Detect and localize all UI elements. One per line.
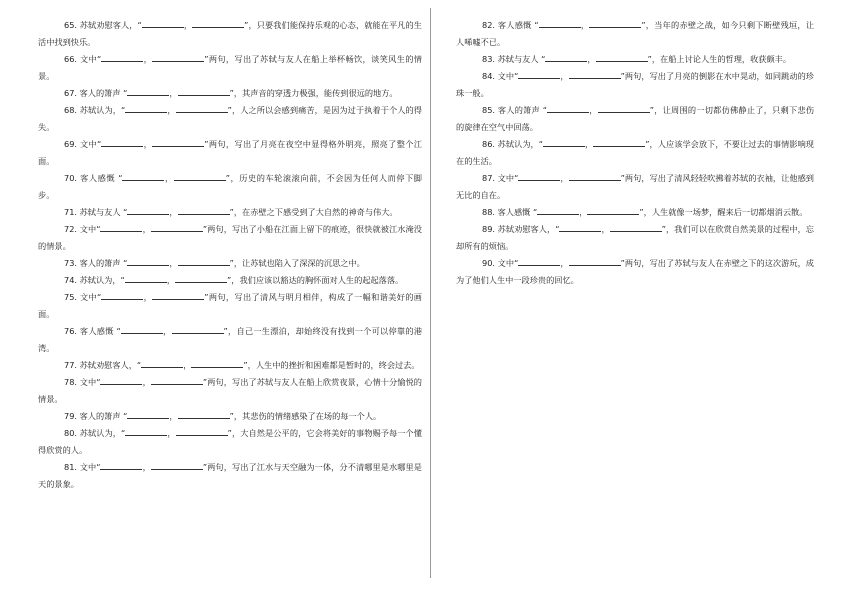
answer-blank[interactable] — [539, 19, 581, 28]
right-column — [456, 17, 814, 289]
question-77: 77. 苏轼劝慰客人，“ ， ”，人生中的挫折和困难都是暂时的，终会过去。 — [64, 360, 420, 370]
question-88: 88. 客人感慨 “ ， ”，人生就像一场梦，醒来后一切都烟消云散。 — [482, 207, 808, 217]
answer-blank[interactable] — [100, 376, 142, 385]
answer-blank[interactable] — [152, 291, 204, 300]
answer-blank[interactable] — [175, 274, 227, 283]
answer-blank[interactable] — [121, 325, 163, 334]
answer-blank[interactable] — [100, 461, 142, 470]
answer-blank[interactable] — [518, 172, 560, 181]
question-74: 74. 苏轼认为，“ ， ”，我们应该以豁达的胸怀面对人生的起起落落。 — [64, 275, 404, 285]
answer-blank[interactable] — [518, 257, 560, 266]
answer-blank[interactable] — [543, 138, 585, 147]
answer-blank[interactable] — [174, 172, 226, 181]
answer-blank[interactable] — [598, 104, 650, 113]
question-89: 89. 苏轼劝慰客人，“ ， ”，我们可以在欣赏自然美景的过程中，忘却所有的烦恼。 — [456, 224, 814, 251]
answer-blank[interactable] — [587, 206, 639, 215]
answer-blank[interactable] — [152, 138, 204, 147]
answer-blank[interactable] — [191, 359, 243, 368]
answer-blank[interactable] — [178, 87, 230, 96]
question-69: 69. 文中“ ， ”两句，写出了月亮在夜空中显得格外明亮，照亮了整个江面。 — [38, 139, 422, 166]
question-85: 85. 客人的箫声 “ ， ”，让周围的一切都仿佛静止了，只剩下悲伤的旋律在空气中回荡。 — [456, 105, 815, 132]
left-column — [38, 17, 422, 493]
answer-blank[interactable] — [559, 223, 601, 232]
answer-blank[interactable] — [172, 325, 224, 334]
answer-blank[interactable] — [192, 19, 244, 28]
question-72: 72. 文中“ ， ”两句，写出了小船在江面上留下的痕迹，很快就被江水淹没的情景。 — [38, 224, 422, 251]
answer-blank[interactable] — [176, 104, 228, 113]
question-87: 87. 文中“ ， ”两句，写出了清风轻轻吹拂着苏轼的衣袖，让他感到无比的自在。 — [456, 173, 814, 200]
answer-blank[interactable] — [125, 427, 167, 436]
answer-blank[interactable] — [537, 206, 579, 215]
question-67: 67. 客人的箫声 “ ， ”，其声音的穿透力极强，能传到很远的地方。 — [64, 88, 398, 98]
answer-blank[interactable] — [569, 172, 621, 181]
answer-blank[interactable] — [176, 427, 228, 436]
answer-blank[interactable] — [589, 19, 641, 28]
answer-blank[interactable] — [593, 138, 645, 147]
answer-blank[interactable] — [127, 87, 169, 96]
column-divider — [430, 8, 431, 578]
answer-blank[interactable] — [125, 104, 167, 113]
answer-blank[interactable] — [101, 291, 143, 300]
answer-blank[interactable] — [100, 223, 142, 232]
question-65: 65. 苏轼劝慰客人，“ ， ”，只要我们能保持乐观的心态，就能在平凡的生活中找到快乐。 — [38, 20, 422, 47]
answer-blank[interactable] — [101, 53, 143, 62]
answer-blank[interactable] — [141, 359, 183, 368]
question-70: 70. 客人感慨 “ ， ”，历史的车轮滚滚向前，不会因为任何人而停下脚步。 — [38, 173, 422, 200]
question-71: 71. 苏轼与友人 “ ， ”，在赤壁之下感受到了大自然的神奇与伟大。 — [64, 207, 398, 217]
question-78: 78. 文中“ ， ”两句，写出了苏轼与友人在船上欣赏夜景，心情十分愉悦的情景。 — [38, 377, 422, 404]
question-86: 86. 苏轼认为，“ ， ”，人应该学会放下，不要让过去的事情影响现在的生活。 — [456, 139, 814, 166]
question-82: 82. 客人感慨 “ ， ”，当年的赤壁之战，如今只剩下断壁残垣，让人唏嘘不已。 — [456, 20, 815, 47]
question-83: 83. 苏轼与友人 “ ， ”，在船上讨论人生的哲理，收获颇丰。 — [482, 54, 792, 64]
answer-blank[interactable] — [151, 461, 203, 470]
answer-blank[interactable] — [142, 19, 184, 28]
question-76: 76. 客人感慨 “ ， ”，自己一生漂泊，却始终没有找到一个可以停靠的港湾。 — [38, 326, 423, 353]
question-75: 75. 文中“ ， ”两句，写出了清风与明月相伴，构成了一幅和谐美好的画面。 — [38, 292, 422, 319]
answer-blank[interactable] — [569, 70, 621, 79]
answer-blank[interactable] — [125, 274, 167, 283]
answer-blank[interactable] — [127, 410, 169, 419]
answer-blank[interactable] — [596, 53, 648, 62]
answer-blank[interactable] — [178, 206, 230, 215]
question-81: 81. 文中“ ， ”两句，写出了江水与天空融为一体，分不清哪里是水哪里是天的景象。 — [38, 462, 422, 489]
question-84: 84. 文中“ ， ”两句，写出了月亮的倒影在水中晃动，如同跳动的珍珠一般。 — [456, 71, 814, 98]
question-90: 90. 文中“ ， ”两句，写出了苏轼与友人在赤壁之下的这次游玩，成为了他们人生中一段珍贵的回忆。 — [456, 258, 814, 285]
question-79: 79. 客人的箫声 “ ， ”，其悲伤的情绪感染了在场的每一个人。 — [64, 411, 382, 421]
answer-blank[interactable] — [122, 172, 164, 181]
question-80: 80. 苏轼认为，“ ， ”，大自然是公平的，它会将美好的事物赐予每一个懂得欣赏的人。 — [38, 428, 422, 455]
question-73: 73. 客人的箫声 “ ， ”，让苏轼也陷入了深深的沉思之中。 — [64, 258, 365, 268]
answer-blank[interactable] — [101, 138, 143, 147]
answer-blank[interactable] — [610, 223, 662, 232]
answer-blank[interactable] — [127, 206, 169, 215]
answer-blank[interactable] — [152, 53, 204, 62]
answer-blank[interactable] — [518, 70, 560, 79]
answer-blank[interactable] — [151, 376, 203, 385]
answer-blank[interactable] — [545, 53, 587, 62]
answer-blank[interactable] — [569, 257, 621, 266]
answer-blank[interactable] — [127, 257, 169, 266]
question-68: 68. 苏轼认为，“ ， ”，人之所以会感到痛苦，是因为过于执着于个人的得失。 — [38, 105, 422, 132]
answer-blank[interactable] — [178, 257, 230, 266]
answer-blank[interactable] — [178, 410, 230, 419]
answer-blank[interactable] — [547, 104, 589, 113]
answer-blank[interactable] — [151, 223, 203, 232]
question-66: 66. 文中“ ， ”两句，写出了苏轼与友人在船上举杯畅饮，谈笑风生的情景。 — [38, 54, 422, 81]
